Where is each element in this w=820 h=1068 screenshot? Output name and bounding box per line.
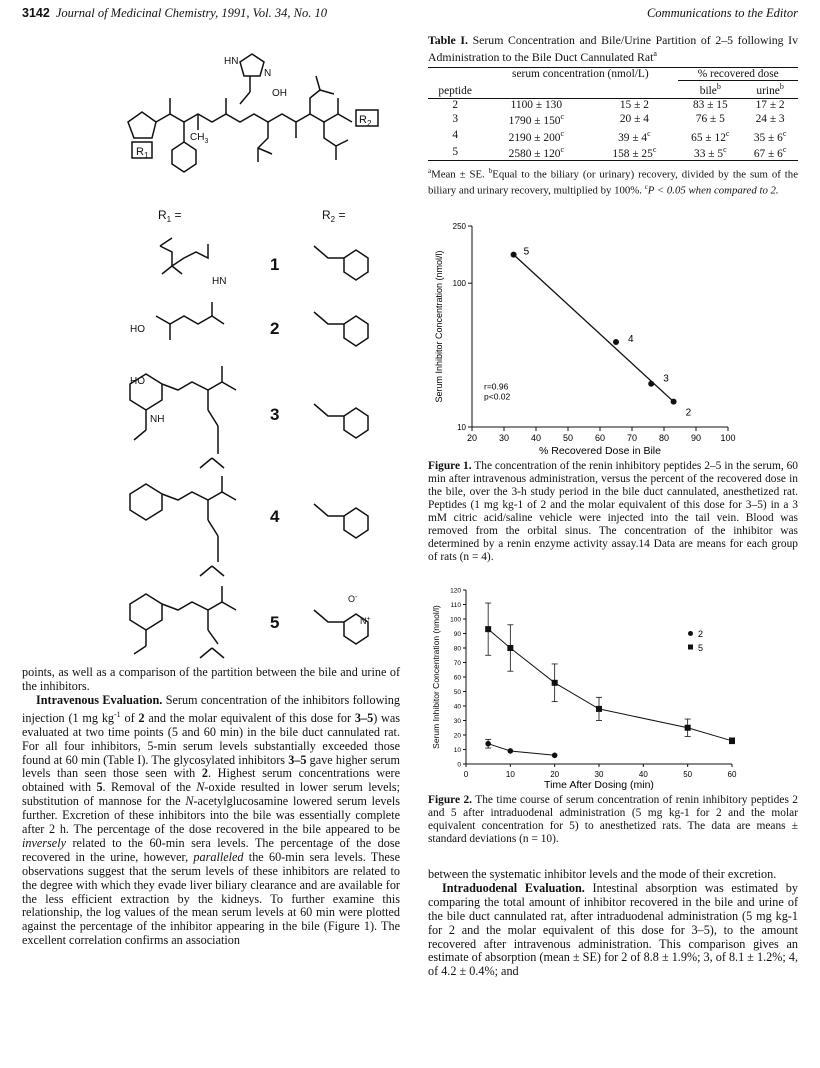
y-tick-label: 20: [453, 732, 461, 740]
table-row: 5 $2580 \pm 120^c$ $158 \pm 25^c$ $33 \pm 5^c$ $67 \pm 6^c$: [428, 144, 798, 161]
annotation-p: p<0.02: [484, 391, 511, 402]
right-column-text: [428, 868, 798, 979]
atom-label-o-minus: O-: [348, 594, 358, 604]
atom-label-n-plus: N+: [360, 616, 371, 626]
r2-header: $R_2$ =: [322, 208, 346, 224]
legend-marker-2: [688, 631, 693, 636]
paragraph: points, as well as a comparison of the partition between the bile and urine of the inhibitors.: [22, 665, 400, 693]
x-tick-label: 60: [727, 770, 737, 779]
compound-number-3: 3: [270, 405, 280, 424]
atom-label-n: N: [264, 68, 272, 79]
table-row: 4 $2190 \pm 200^c$ $39 \pm 4^c$ $65 \pm 12^c$ $35 \pm 6^c$: [452, 128, 787, 144]
r1-box-label: $R_1$: [136, 146, 149, 160]
table-1: [428, 67, 798, 161]
atom-label-ch3: $CH_3$: [190, 132, 209, 145]
y-tick-label: 250: [452, 222, 466, 231]
paragraph: between the systematic inhibitor levels and the mode of their excretion.: [428, 867, 777, 881]
point-label: 3: [663, 373, 669, 385]
regression-line: [514, 255, 674, 402]
y-tick-label: 10: [453, 747, 461, 754]
figure-1-caption: Figure 1. The concentration of the renin inhibitory peptides 2–5 in the serum, 60 min after intravenous administration, versus the percent of the recovered dose in the bile, over the 3-h study period in the bile duct cannulated, anesthetized rat. Peptides (1 mg kg-1 of 2 and the molar equivalent of this dose for 3–5) in a 3 mM citric acid/saline vehicle were injected into the tail vein. Blood was removed from the orbital sinus. The concentration of the inhibitor was determined by a renin enzyme activity assay.14 Data are means for each group of rats (n = 4).: [428, 460, 798, 563]
col-bile: bile$^b$: [699, 82, 721, 98]
data-point-2: [485, 741, 491, 747]
x-tick-label: 60: [594, 433, 606, 443]
x-tick-label: 10: [505, 770, 515, 779]
x-tick-label: 20: [550, 770, 560, 779]
y-tick-label: 40: [453, 703, 461, 711]
figure-2-chart: [428, 580, 798, 790]
compound-number-4: 4: [270, 507, 280, 526]
x-tick-label: 100: [720, 433, 736, 443]
pyridine-ring-2: [314, 312, 368, 346]
table-row: 3 $1790 \pm 150^c$ 20 ± 4 76 ± 5 24 ± 3: [452, 112, 785, 128]
atom-label-hn-2: HN: [212, 276, 227, 287]
atom-label-ho-3: HO: [130, 376, 145, 387]
data-point: [511, 252, 517, 258]
y-tick-label: 120: [450, 587, 461, 595]
paragraph-intraduodenal: Intraduodenal Evaluation. Intestinal absorption was estimated by comparing the total amount of inhibitor recovered in the bile and urine of the bile duct cannulated rat, after intraduodenal administration (5 mg kg-1 for 2 and the molar equivalent of this dose for 3–5), to the amount recovered after intravenous administration. This comparison gives an estimate of absorption (mean ± SE) for 2 of 8.8 ± 1.9%; 3, of 8.1 ± 1.2%; 4, of 4.2 ± 0.4%; and: [428, 880, 798, 979]
y-tick-label: 60: [453, 674, 461, 682]
x-tick-label: 20: [466, 433, 478, 443]
x-axis-label: Time After Dosing (min): [544, 779, 654, 790]
left-column-text: [22, 666, 400, 948]
col-serum: serum concentration (nmol/L): [512, 68, 649, 81]
data-point-5: [485, 626, 491, 632]
pyridine-ring-3: [314, 404, 368, 438]
y-tick-label: 10: [457, 423, 466, 432]
journal-citation: Journal of Medicinal Chemistry, 1991, Vol. 34, No. 10: [55, 6, 327, 20]
point-label: 4: [628, 334, 634, 346]
pyridine-ring-1: [314, 246, 368, 280]
data-point-2: [552, 753, 558, 759]
legend-label-5: 5: [698, 643, 704, 653]
series-line-5: [488, 629, 732, 741]
figure-2-caption: Figure 2. The time course of serum concentration of renin inhibitory peptides 2 and 5 after intraduodenal administration (5 mg kg-1 for 2 and the molar equivalent concentration for 5) to anesthetized rats. The data are means ± standard deviations (n = 10).: [428, 794, 798, 845]
series-line-2: [488, 744, 555, 756]
data-point-2: [508, 748, 514, 754]
atom-label-nh-3: NH: [150, 414, 165, 425]
col-recovered: % recovered dose: [678, 67, 798, 81]
x-tick-label: 80: [658, 433, 670, 443]
x-tick-label: 70: [626, 433, 638, 443]
y-tick-label: 100: [450, 616, 461, 624]
table-row: 2 1100 ± 130 15 ± 2 83 ± 15 17 ± 2: [452, 98, 785, 111]
figure-1-chart: [428, 212, 798, 457]
r2-box-label: $R_2$: [359, 114, 372, 128]
data-point: [648, 381, 654, 387]
x-tick-label: 90: [690, 433, 702, 443]
compound-number-1: 1: [270, 255, 280, 274]
table-1-block: [428, 34, 798, 197]
atom-label-hn: HN: [224, 56, 239, 67]
running-header: [22, 6, 798, 24]
section-heading: Intravenous Evaluation.: [36, 692, 163, 707]
y-axis-label: Serum Inhibitor Concentration (nmol/l): [431, 605, 441, 749]
annotation-r: r=0.96: [484, 381, 509, 392]
data-point-5: [507, 645, 513, 651]
x-tick-label: 40: [530, 433, 542, 443]
x-tick-label: 50: [683, 770, 693, 779]
y-tick-label: 0: [457, 761, 461, 769]
pyridine-ring-4: [314, 504, 368, 538]
section-title: Communications to the Editor: [646, 6, 798, 20]
table-title: Table I. Serum Concentration and Bile/Urine Partition of 2–5 following Iv Administration to the Bile Duct Cannulated Rat$^a$: [428, 33, 798, 64]
x-tick-label: 0: [463, 770, 469, 779]
point-label: 2: [685, 407, 692, 419]
y-tick-label: 100: [452, 279, 466, 289]
data-point: [613, 339, 619, 345]
y-tick-label: 80: [453, 645, 461, 653]
point-label: 5: [523, 246, 530, 258]
data-point: [671, 399, 677, 405]
y-axis-label: Serum Inhibitor Concentration (nmol/l): [434, 250, 444, 403]
y-tick-label: 110: [450, 602, 461, 609]
table-footnotes: $^a$Mean ± SE. $^b$Equal to the biliary (or urinary) recovery, divided by the sum of the biliary and urinary recovery, multiplied by 100%. $^c$P < 0.05 when compared to 2.: [428, 167, 798, 197]
x-axis-label: % Recovered Dose in Bile: [539, 445, 661, 457]
y-tick-label: 30: [453, 718, 461, 725]
col-peptide: peptide: [438, 85, 472, 98]
chemical-structures-figure: [100, 34, 400, 664]
data-point-5: [729, 738, 735, 744]
atom-label-oh: OH: [272, 88, 287, 99]
legend-marker-5: [688, 645, 693, 650]
x-tick-label: 40: [638, 770, 648, 779]
paragraph-intravenous: Intravenous Evaluation. Serum concentration of the inhibitors following injection (1 mg $kg^{-1}$ of 2 and the molar equivalent of this dose for 3–5) was evaluated at two time points (5 and 60 min) in the bile duct cannulated rat. For all four inhibitors, 5-min serum levels substantially exceeded those found at 60 min (Table I). The glycosylated inhibitors 3–5 gave higher serum levels than seen those seen with 2. Highest serum concentrations were obtained with 5. Removal of the N-oxide resulted in lower serum levels; substitution of mannose for the N-acetylglucosamine lowered serum levels further. Excretion of these inhibitors into the bile was essentially complete after 2 h. The percentage of the dose recovered in the bile appeared to be inversely related to the 60-min sera levels. The percentage of the dose recovered in the urine, however, paralleled the 60-min sera levels. These observations suggest that the serum levels of these inhibitors are related to the degree with which they evade liver biliary clearance and are available for the less efficient extraction by the kidneys. To further examine this relationship, the log values of the mean serum levels at 60 min were plotted against the percentage of the inhibitor appearing in the bile (Figure 1). The excellent correlation confirms an association: [22, 692, 401, 948]
page-number: 3142: [22, 6, 50, 20]
data-point-5: [685, 725, 691, 731]
section-heading: Intraduodenal Evaluation.: [442, 880, 585, 895]
atom-label-ho: HO: [130, 324, 145, 335]
r1-header: $R_1$ =: [158, 208, 182, 224]
y-tick-label: 90: [453, 631, 461, 638]
compound-number-5: 5: [270, 613, 280, 632]
legend-label-2: 2: [698, 629, 704, 639]
compound-number-2: 2: [270, 319, 280, 338]
x-tick-label: 30: [594, 770, 604, 779]
y-tick-label: 70: [453, 660, 461, 667]
data-point-5: [552, 680, 558, 686]
x-tick-label: 50: [562, 433, 574, 443]
col-urine: urine$^b$: [756, 82, 784, 98]
data-point-5: [596, 706, 602, 712]
y-tick-label: 50: [453, 689, 461, 696]
x-tick-label: 30: [498, 433, 510, 443]
